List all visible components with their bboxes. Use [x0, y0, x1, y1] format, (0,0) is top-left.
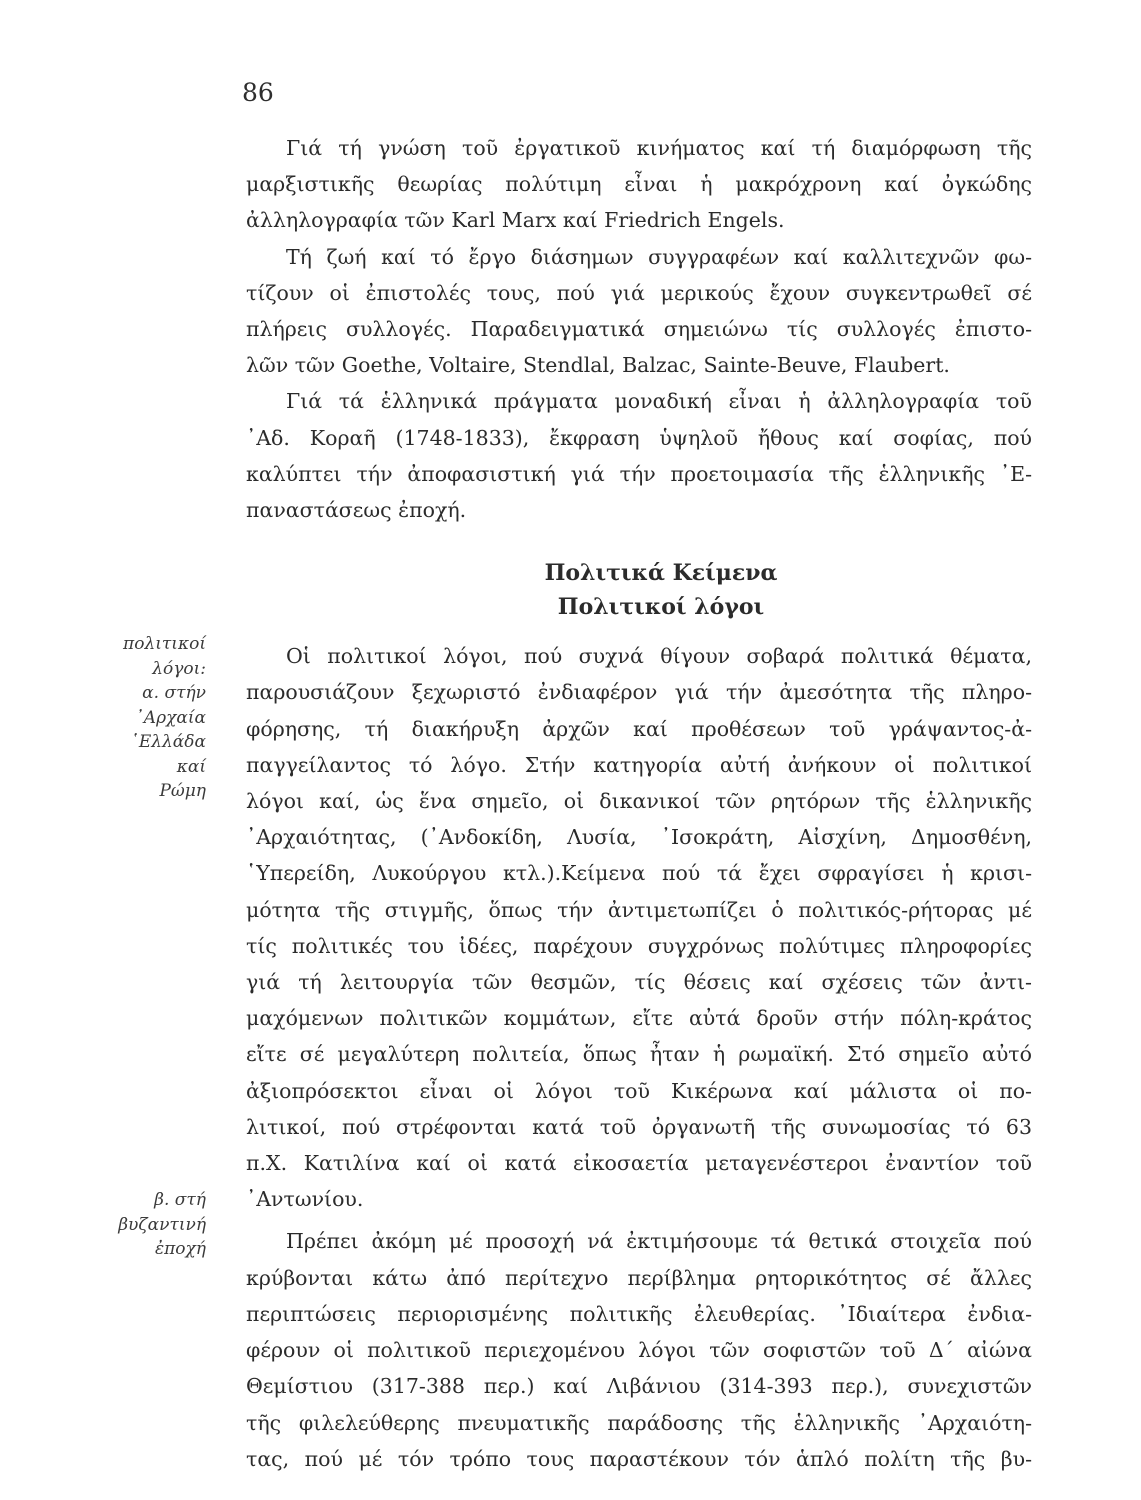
text-line: ἀλληλογραφία τῶν Karl Marx καί Friedrich Engels. [246, 208, 785, 233]
text-line: ἀξιοπρόσεκτοι εἶναι οἱ λόγοι τοῦ Κικέρωνα καί μάλιστα οἱ πο- [246, 1078, 1032, 1103]
text-line: Πρέπει ἀκόμη μέ προσοχή νά ἐκτιμήσουμε τά θετικά στοιχεῖα πού [286, 1229, 1032, 1254]
margin-note-line: πολιτικοί [123, 634, 206, 654]
text-line: φόρησης, τή διακήρυξη ἀρχῶν καί προθέσεων τοῦ γράψαντος-ἀ- [246, 716, 1032, 741]
margin-note-line: β. στή [154, 1190, 206, 1210]
margin-note-line: ᾿Αρχαία [135, 707, 206, 728]
text-line: φέρουν οἱ πολιτικοῦ περιεχομένου λόγοι τῶν σοφιστῶν τοῦ Δ΄ αἰώνα [246, 1338, 1032, 1363]
margin-note-line: καί [176, 756, 206, 777]
text-line: Γιά τή γνώση τοῦ ἐργατικοῦ κινήματος καί τή διαμόρφωση τῆς [286, 136, 1032, 160]
text-line: τίς πολιτικές του ἰδέες, παρέχουν συγχρόνως πολύτιμες πληροφορίες [246, 933, 1032, 958]
text-line: παναστάσεως ἐποχή. [246, 498, 467, 523]
text-line: μότητα τῆς στιγμῆς, ὅπως τήν ἀντιμετωπίζει ὁ πολιτικός-ρήτορας μέ [246, 897, 1032, 922]
text-line: γιά τή λειτουργία τῶν θεσμῶν, τίς θέσεις καί σχέσεις τῶν ἀντι- [246, 970, 1032, 995]
text-line: μαρξιστικῆς θεωρίας πολύτιμη εἶναι ἡ μακρόχρονη καί ὀγκώδης [246, 172, 1032, 197]
margin-note-line: ῾Ελλάδα [130, 732, 206, 752]
margin-note-line: α. στήν [142, 683, 206, 703]
paragraph-korais [246, 383, 1032, 528]
text-line: εἴτε σέ μεγαλύτερη πολιτεία, ὅπως ἦταν ἡ ρωμαϊκή. Στό σημεῖο αὐτό [246, 1042, 1032, 1067]
paragraph-late-antiquity [246, 1223, 1032, 1476]
text-line: Γιά τά ἑλληνικά πράγματα μοναδική εἶναι ἡ ἀλληλογραφία τοῦ [286, 389, 1032, 414]
heading-line-political-texts: Πολιτικά Κείμενα [544, 560, 778, 587]
text-line: ᾿Αρχαιότητας, (᾿Ανδοκίδη, Λυσία, ᾿Ισοκράτη, Αἰσχίνη, Δημοσθένη, [246, 825, 1032, 850]
page-number: 86 [242, 78, 274, 107]
margin-note-line: Ρώμη [159, 781, 206, 801]
text-line: τῆς φιλελεύθερης πνευματικῆς παράδοσης τῆς ἑλληνικῆς ᾿Αρχαιότη- [246, 1410, 1032, 1435]
text-line: πλήρεις συλλογές. Παραδειγματικά σημειώνω τίς συλλογές ἐπιστο- [246, 317, 1032, 342]
heading-line-political-speeches: Πολιτικοί λόγοι [557, 594, 765, 621]
text-line: κρύβονται κάτω ἀπό περίτεχνο περίβλημα ρητορικότητος σέ ἄλλες [246, 1265, 1032, 1290]
section-heading [246, 556, 1032, 624]
paragraph-marx-engels [246, 130, 1032, 239]
paragraph-political-speeches [246, 638, 1032, 1217]
text-line: λόγοι καί, ὡς ἕνα σημεῖο, οἱ δικανικοί τῶν ρητόρων τῆς ἑλληνικῆς [246, 789, 1032, 814]
text-line: παρουσιάζουν ξεχωριστό ἐνδιαφέρον γιά τήν ἀμεσότητα τῆς πληρο- [246, 680, 1032, 705]
text-line: μαχόμενων πολιτικῶν κομμάτων, εἴτε αὐτά δροῦν στήν πόλη-κράτος [246, 1006, 1032, 1031]
paragraph-writers-letters [246, 239, 1032, 384]
text-line: λῶν τῶν Goethe, Voltaire, Stendlal, Balzac, Sainte-Beuve, Flaubert. [246, 353, 950, 378]
text-line: τίζουν οἱ ἐπιστολές τους, πού γιά μερικούς ἔχουν συγκεντρωθεῖ σέ [246, 280, 1032, 305]
text-line: Τή ζωή καί τό ἔργο διάσημων συγγραφέων καί καλλιτεχνῶν φω- [286, 244, 1032, 269]
margin-note-byzantine [84, 1188, 206, 1262]
text-line: π.Χ. Κατιλίνα καί οἱ κατά εἰκοσαετία μεταγενέστεροι ἐναντίον τοῦ [246, 1151, 1032, 1176]
text-line: Θεμίστιου (317-388 περ.) καί Λιβάνιου (314-393 περ.), συνεχιστῶν [246, 1374, 1032, 1399]
text-line: ᾿Αντωνίου. [246, 1187, 364, 1212]
margin-note-line: ἐποχή [154, 1239, 206, 1259]
margin-note-political-speeches [84, 632, 206, 804]
margin-note-line: βυζαντινή [118, 1214, 206, 1235]
text-line: ῾Υπερείδη, Λυκούργου κτλ.).Κείμενα πού τά ἔχει σφραγίσει ἡ κρισι- [246, 861, 1032, 886]
text-line: λιτικοί, πού στρέφονται κατά τοῦ ὀργανωτῆ τῆς συνωμοσίας τό 63 [246, 1114, 1032, 1139]
margin-note-line: λόγοι: [152, 658, 206, 679]
text-line: καλύπτει τήν ἀποφασιστική γιά τήν προετοιμασία τῆς ἑλληνικῆς ᾿Ε- [246, 461, 1032, 486]
text-line: περιπτώσεις περιορισμένης πολιτικῆς ἐλευθερίας. ᾿Ιδιαίτερα ἐνδια- [246, 1301, 1032, 1326]
text-line: ᾿Αδ. Κοραῆ (1748-1833), ἔκφραση ὑψηλοῦ ἤθους καί σοφίας, πού [246, 425, 1032, 450]
text-line: παγγείλαντος τό λόγο. Στήν κατηγορία αὐτή ἀνήκουν οἱ πολιτικοί [246, 752, 1032, 777]
text-line: τας, πού μέ τόν τρόπο τους παραστέκουν τόν ἁπλό πολίτη τῆς βυ- [246, 1446, 1032, 1471]
main-text [246, 130, 1032, 1477]
text-line: Οἱ πολιτικοί λόγοι, πού συχνά θίγουν σοβαρά πολιτικά θέματα, [286, 644, 1032, 669]
